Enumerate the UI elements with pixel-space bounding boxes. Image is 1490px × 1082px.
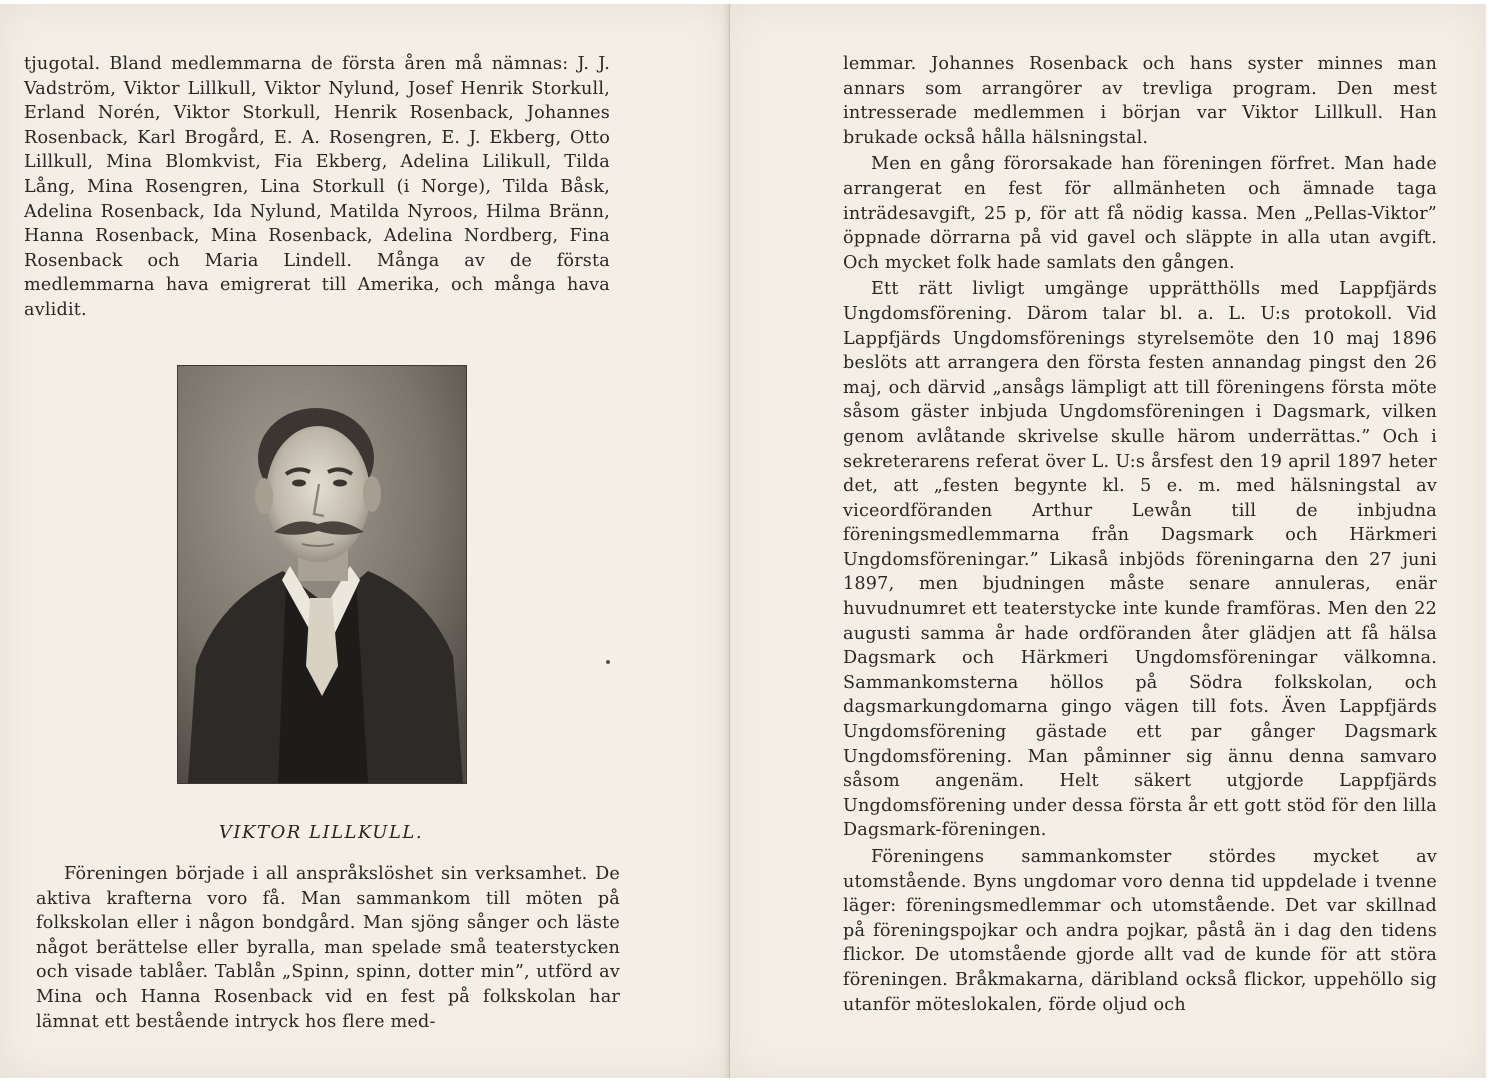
paragraph-continuation: lemmar. Johannes Rosenback och hans syster minnes man annars som arrangörer av trevliga program. Den mest intresserade medlemmen i början var Viktor Lillkull. Han brukade också hålla hälsningstal. — [843, 54, 1437, 148]
paragraph-disturbances: Föreningens sammankomster stördes mycket av utomstående. Byns ungdomar voro denna tid uppdelade i tvenne läger: föreningsmedlemmar och utomstående. Det var skillnad på föreningspojkar och andra pojkar, påstå än i dag den tidens flickor. De utomstående gjorde allt vad de kunde för att störa föreningen. Bråkmakarna, däribland också flickor, uppehöllo sig utanför möteslokalen, förde oljud och — [843, 847, 1437, 1015]
paragraph-lappfjard: Ett rätt livligt umgänge upprätthölls med Lappfjärds Ungdomsförening. Därom talar bl. a. L. U:s protokoll. Vid Lappfjärds Ungdomsförenings styrelsemöte den 10 maj 1896 beslöts att arrangera den första festen annandag pingst den 26 maj, och därvid „ansågs lämpligt att till föreningens första möte såsom gäster inbjuda Ungdomsföreningen i Dagsmark, vilken genom avlåtande skrivelse skulle härom underrättas.” Och i sekreterarens referat över L. U:s årsfest den 19 april 1897 heter det, att „festen begynte kl. 5 e. m. med hälsningstal av viceordföranden Arthur Lewån till de inbjudna föreningsmedlemmarna från Dagsmark och Härkmeri Ungdomsföreningar.” Likaså inbjöds föreningarna den 27 juni 1897, men bjudningen måste senare annuleras, enär huvudnumret ett teaterstycke inte kunde framföras. Men den 22 augusti samma år hade ordföranden åter glädjen att få hälsa Dagsmark och Härkmeri Ungdomsföreningar välkomna. Sammankomsterna höllos på Södra folkskolan, och dagsmarkungdomarna gingo vägen till fots. Även Lappfjärds Ungdomsförening gästade ett par gånger Dagsmark Ungdomsförening. Man påminner sig ännu denna samvaro såsom angenäm. Helt säkert utgjorde Lappfjärds Ungdomsförening under dessa första år ett gott stöd för den lilla Dagsmark-föreningen. — [843, 279, 1437, 841]
print-speck — [606, 660, 610, 664]
paragraph-pellas-viktor: Men en gång förorsakade han föreningen förfret. Man hade arrangerat en fest för allmänheten och ämnade taga inträdesavgift, 25 p, för att få nödig kassa. Men „Pellas-Viktor” öppnade dörrarna på vid gavel och släppte in alla utan avgift. Och mycket folk hade samlats den gången. — [843, 154, 1437, 273]
left-bottom-paragraph — [36, 862, 620, 1034]
paragraph-beginnings: Föreningen började i all anspråkslöshet sin verksamhet. De aktiva krafterna voro få. Man sammankom till möten på folkskolan eller i någon bondgård. Man sjöng sånger och läste något berättelse eller byralla, man spelade små teaterstycken och visade tablåer. Tablån „Spinn, spinn, dotter min”, utförd av Mina och Hanna Rosenback vid en fest på folkskolan har lämnat ett bestående intryck hos flere med- — [36, 864, 620, 1032]
left-top-paragraph — [24, 52, 610, 323]
right-text-column — [843, 52, 1437, 1017]
photo-caption: VIKTOR LILLKULL. — [218, 822, 424, 843]
right-page — [730, 4, 1486, 1078]
paragraph-member-list: tjugotal. Bland medlemmarna de första åren må nämnas: J. J. Vadström, Viktor Lillkull, Viktor Nylund, Josef Henrik Storkull, Erland Norén, Viktor Storkull, Henrik Rosenback, Johannes Rosenback, Karl Brogård, E. A. Rosengren, E. J. Ekberg, Otto Lillkull, Mina Blomkvist, Fia Ekberg, Adelina Lilikull, Tilda Lång, Mina Rosengren, Lina Storkull (i Norge), Tilda Båsk, Adelina Rosenback, Ida Nylund, Matilda Nyroos, Hilma Bränn, Hanna Rosenback, Mina Rosenback, Adelina Nordberg, Fina Rosenback och Maria Lindell. Många av de första medlemmarna hava emigrerat till Amerika, och många hava avlidit. — [24, 54, 610, 320]
portrait-photo — [177, 365, 467, 784]
left-page — [0, 4, 730, 1078]
